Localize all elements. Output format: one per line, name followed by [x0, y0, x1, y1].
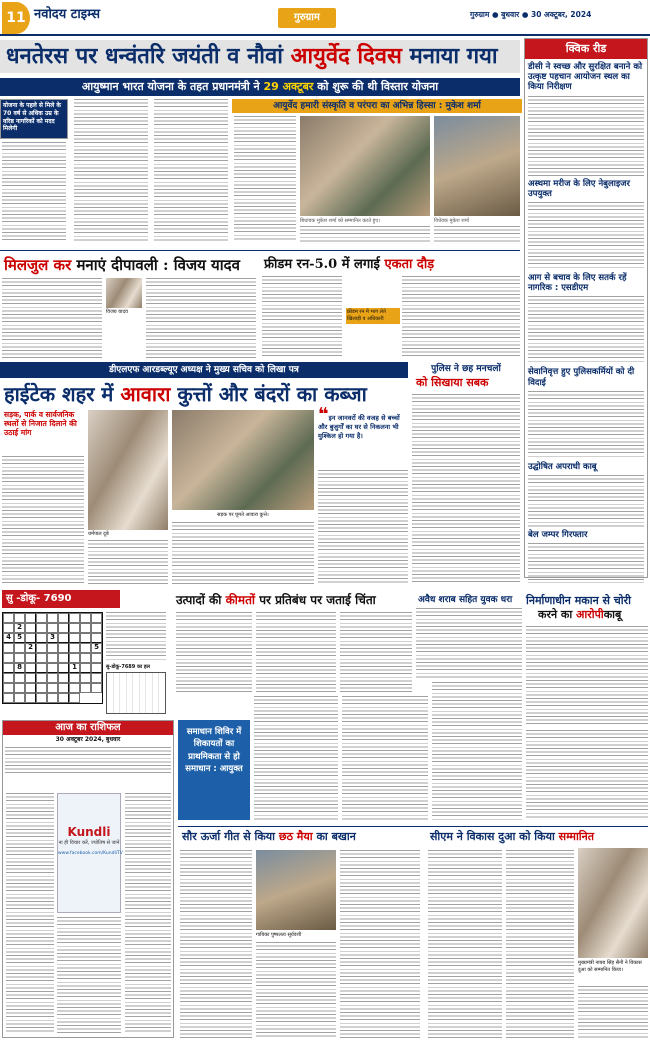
- dlf-body-3: [172, 522, 314, 584]
- quick-read-title: क्विक रीड: [525, 39, 647, 59]
- sudoku-cell[interactable]: [3, 683, 14, 693]
- sudoku-cell[interactable]: [3, 663, 14, 673]
- divider: [178, 826, 648, 827]
- freedom-body-2: [402, 276, 520, 358]
- horoscope-title: आज का राशिफल: [3, 721, 173, 735]
- sudoku-cell[interactable]: [80, 633, 91, 643]
- sudoku-cell[interactable]: [47, 693, 58, 703]
- horoscope-col-2: [57, 917, 121, 1033]
- dlf-kicker: डीएलएफ आरडब्ल्यूए अध्यक्ष ने मुख्य सचिव को लिखा पत्र: [0, 362, 408, 378]
- diwali-photo: [106, 278, 142, 308]
- section-badge: गुरुग्राम: [278, 8, 336, 28]
- theft-headline-1: निर्माणाधीन मकान से चोरी: [526, 594, 631, 607]
- lead-body-col6: [434, 226, 520, 244]
- samadhan-body-3: [432, 682, 522, 820]
- divider: [0, 250, 520, 251]
- solar-body-1: [180, 850, 252, 1038]
- diwali-headline: मिलजुल कर मनाएं दीपावली : विजय यादव: [4, 256, 240, 274]
- sudoku-cell[interactable]: [80, 613, 91, 623]
- sudoku-cell[interactable]: [3, 673, 14, 683]
- sudoku-cell[interactable]: [91, 613, 102, 623]
- sudoku-cell[interactable]: [91, 663, 102, 673]
- sudoku-cell[interactable]: [3, 643, 14, 653]
- sudoku-cell[interactable]: [36, 633, 47, 643]
- kundli-brand: Kundli: [67, 825, 111, 839]
- sudoku-cell[interactable]: [91, 683, 102, 693]
- diwali-caption: विजय यादव: [106, 309, 128, 315]
- kundli-web: www.facebook.com/KundliTV: [58, 850, 123, 856]
- lead-body-col3: [154, 99, 228, 242]
- sudoku-cell[interactable]: [69, 683, 80, 693]
- solar-headline: सौर ऊर्जा गीत से किया छठ मैया का बखान: [182, 830, 356, 843]
- sudoku-cell[interactable]: [14, 673, 25, 683]
- sudoku-cell[interactable]: 5: [14, 633, 25, 643]
- sudoku-cell[interactable]: [3, 613, 14, 623]
- dlf-body-4: [318, 470, 408, 584]
- sudoku-cell[interactable]: [58, 633, 69, 643]
- sudoku-grid[interactable]: [2, 612, 103, 704]
- quick-read: [524, 38, 648, 578]
- solar-caption: गायिका पुष्पलता सूर्यवंशी: [256, 932, 302, 938]
- sudoku-cell[interactable]: [25, 633, 36, 643]
- freedom-headline: फ्रीडम रन-5.0 में लगाई एकता दौड़: [264, 257, 435, 272]
- quick-read-body: [528, 475, 644, 527]
- police-kicker: पुलिस ने छह मनचलों: [431, 364, 501, 374]
- sudoku-cell[interactable]: 2: [25, 643, 36, 653]
- freedom-body-1: [262, 276, 342, 358]
- quick-read-body: [528, 543, 644, 583]
- dlf-quote: ❝इन जानवरों की वजह से बच्चों और बुजुर्गों का घर से निकलना भी मुश्किल हो गया है।: [318, 404, 400, 440]
- sudoku-cell[interactable]: [58, 643, 69, 653]
- sudoku-cell[interactable]: [47, 643, 58, 653]
- sudoku-cell[interactable]: [36, 613, 47, 623]
- sudoku-cell[interactable]: [47, 673, 58, 683]
- sudoku-cell[interactable]: [80, 683, 91, 693]
- dlf-caption-2: सड़क पर घूमते आवारा कुत्ते।: [217, 512, 269, 518]
- quick-read-body: [528, 296, 644, 364]
- solar-photo: [256, 850, 336, 930]
- sudoku-cell[interactable]: 5: [91, 643, 102, 653]
- quick-read-body: [528, 96, 644, 176]
- freedom-label: फ्रीडम रन में भाग लेते खिलाड़ी व अधिकारी: [346, 308, 400, 324]
- sudoku-cell[interactable]: [80, 663, 91, 673]
- quick-read-body: [528, 391, 644, 459]
- sudoku-cell[interactable]: [58, 683, 69, 693]
- sudoku-cell[interactable]: [69, 673, 80, 683]
- sudoku-cell[interactable]: [69, 613, 80, 623]
- sudoku-cell[interactable]: [69, 643, 80, 653]
- lead-photo-2: [434, 116, 520, 216]
- sudoku-cell[interactable]: [36, 623, 47, 633]
- dlf-headline: हाईटेक शहर में आवारा कुत्तों और बंदरों का कब्जा: [4, 382, 367, 406]
- dlf-photo-dogs: [172, 410, 314, 510]
- sudoku-cell[interactable]: [91, 633, 102, 643]
- sudoku-cell[interactable]: [36, 673, 47, 683]
- lead-headline: धनतेरस पर धन्वंतरि जयंती व नौवां आयुर्वेद दिवस मनाया गया: [0, 40, 520, 73]
- sudoku-cell[interactable]: [69, 653, 80, 663]
- sudoku-cell[interactable]: [58, 623, 69, 633]
- sudoku-cell[interactable]: 4: [3, 633, 14, 643]
- sudoku-cell[interactable]: 1: [69, 663, 80, 673]
- quick-read-headline: डीसी ने स्वच्छ और सुरक्षित बनाने को उत्कृष्ट पहचान आयोजन स्थल का किया निरीक्षण: [528, 62, 643, 93]
- diwali-body-1: [2, 278, 102, 358]
- sudoku-title: सु -डोकू- 7690: [2, 590, 120, 608]
- sudoku-cell[interactable]: [47, 613, 58, 623]
- dateline: गुरुग्राम ● बुधवार ● 30 अक्टूबर, 2024: [470, 10, 592, 19]
- samadhan-body-4: [526, 730, 648, 820]
- sudoku-cell[interactable]: [58, 663, 69, 673]
- sudoku-cell[interactable]: [3, 653, 14, 663]
- sudoku-cell[interactable]: [91, 653, 102, 663]
- sudoku-cell[interactable]: 8: [14, 663, 25, 673]
- sudoku-cell[interactable]: [80, 643, 91, 653]
- lead-photo-caption: बिधायक मुकेश शर्मा को सम्मानित करते हुए।: [300, 218, 380, 224]
- sudoku-cell[interactable]: [36, 683, 47, 693]
- solar-body-3: [340, 850, 420, 1038]
- lead-body-col4: [234, 116, 296, 242]
- onion-body-1: [176, 612, 252, 692]
- masthead-rule: [0, 34, 650, 36]
- sudoku-cell[interactable]: [25, 673, 36, 683]
- sudoku-solution-grid: [106, 672, 166, 714]
- sudoku-cell[interactable]: [14, 683, 25, 693]
- sudoku-cell[interactable]: [80, 653, 91, 663]
- quick-read-headline: अस्थमा मरीज के लिए नेबुलाइजर उपयुक्त: [528, 178, 630, 199]
- sudoku-cell[interactable]: [47, 653, 58, 663]
- sudoku-cell[interactable]: [80, 623, 91, 633]
- dlf-side-heading: सड़क, पार्क व सार्वजनिक स्थलों से निजात दिलाने की उठाई मांग: [4, 410, 77, 437]
- sudoku-cell[interactable]: [36, 693, 47, 703]
- masthead: [0, 0, 650, 38]
- sudoku-cell[interactable]: [36, 663, 47, 673]
- lead-kicker: योजना के पहले से मिले के 70 वर्ष से अधिक उम्र के वरिष्ठ नागरिकों को मदद मिलेगी: [0, 99, 68, 139]
- horoscope-col-3: [125, 793, 171, 1033]
- sudoku-cell[interactable]: [91, 623, 102, 633]
- sudoku-solution-label: सु-डोकू-7689 का हल: [106, 664, 150, 670]
- diwali-body-2: [146, 278, 256, 358]
- sudoku-cell[interactable]: [36, 643, 47, 653]
- onion-body-3: [340, 612, 412, 692]
- lead-subhead: आयुष्मान भारत योजना के तहत प्रधानमंत्री ने 29 अक्टूबर को शुरू की थी विस्तार योजना: [0, 78, 520, 96]
- samadhan-body-1: [254, 696, 338, 820]
- dlf-body-2: [88, 540, 168, 584]
- sudoku-cell[interactable]: [69, 623, 80, 633]
- cm-headline: सीएम ने विकास दुआ को किया सम्मानित: [430, 830, 595, 843]
- quick-read-headline: आग से बचाव के लिए सतर्क रहें नागरिक : एसडीएम: [528, 272, 627, 294]
- liquor-body: [416, 608, 522, 678]
- onion-headline: उत्पादों की कीमतों पर प्रतिबंध पर जताई चिंता: [176, 593, 376, 607]
- sudoku-cell[interactable]: [3, 623, 14, 633]
- quick-read-body: [528, 202, 644, 270]
- sudoku-cell[interactable]: 3: [47, 633, 58, 643]
- theft-headline-2: करने का आरोपीकाबू: [538, 608, 622, 621]
- sudoku-cell[interactable]: [47, 683, 58, 693]
- dlf-body-1: [2, 456, 84, 584]
- theft-body: [526, 626, 648, 726]
- sudoku-cell[interactable]: [91, 673, 102, 683]
- sudoku-cell[interactable]: [80, 673, 91, 683]
- paper-name: नवोदय टाइम्स: [34, 7, 101, 22]
- horoscope-date: 30 अक्टूबर 2024, बुधवार: [55, 736, 121, 743]
- sudoku-cell[interactable]: [58, 693, 69, 703]
- samadhan-box: समाधान शिविर में शिकायतों का प्राथमिकता से हो समाधान : आयुक्त: [178, 720, 250, 820]
- sudoku-rules: [106, 612, 166, 662]
- kundli-tagline: ना ही विचार करें, ज्योतिष से जानें: [58, 840, 120, 847]
- sudoku-cell[interactable]: [25, 663, 36, 673]
- lead-body-col5: [300, 226, 430, 244]
- horoscope-col-1: [6, 793, 54, 1033]
- dlf-photo-person: [88, 410, 168, 530]
- cm-body-2: [506, 850, 574, 1038]
- sudoku-cell[interactable]: [58, 613, 69, 623]
- sudoku-cell[interactable]: [58, 653, 69, 663]
- sudoku-cell[interactable]: [47, 623, 58, 633]
- sudoku-cell[interactable]: [14, 613, 25, 623]
- sudoku-cell[interactable]: [36, 653, 47, 663]
- lead-photo: [300, 116, 430, 216]
- police-body: [412, 394, 520, 584]
- page-number: 11: [2, 2, 30, 34]
- samadhan-body-2: [342, 696, 428, 820]
- quick-read-headline: सेवानिवृत्त हुए पुलिसकर्मियों को दी विदाई: [528, 367, 635, 388]
- kundli-ad: [57, 793, 121, 913]
- horoscope: [2, 720, 174, 1038]
- horoscope-intro: [5, 747, 171, 773]
- cm-body-3: [578, 986, 648, 1038]
- quick-read-headline: बेल जम्पर गिरफ्तार: [528, 529, 588, 540]
- sudoku-cell[interactable]: [47, 663, 58, 673]
- sudoku-cell[interactable]: [25, 623, 36, 633]
- cm-photo: [578, 848, 648, 958]
- sudoku-cell[interactable]: [3, 693, 14, 703]
- sudoku-cell[interactable]: [69, 633, 80, 643]
- quote-icon: ❝: [318, 404, 329, 425]
- sudoku-cell[interactable]: [14, 693, 25, 703]
- lead-orange-bar: आयुर्वेद हमारी संस्कृति व परंपरा का अभिन्न हिस्सा : मुकेश शर्मा: [232, 99, 522, 113]
- sudoku-cell[interactable]: 2: [14, 623, 25, 633]
- sudoku-cell[interactable]: [25, 653, 36, 663]
- lead-photo-caption-2: विधेयक मुकेश शर्मा: [434, 218, 469, 224]
- sudoku-cell[interactable]: [58, 673, 69, 683]
- sudoku-cell[interactable]: [14, 653, 25, 663]
- solar-body-2: [256, 942, 336, 1038]
- sudoku-cell[interactable]: [69, 693, 80, 703]
- sudoku-cell[interactable]: [25, 613, 36, 623]
- lead-body-col1: [2, 142, 66, 242]
- quick-read-headline: उद्घोषित अपराधी काबू: [528, 461, 597, 472]
- cm-body-1: [428, 850, 502, 1038]
- cm-caption: मुख्यमंत्री नायब सिंह सैनी ने विकास दुआ को सम्मानित किया।: [578, 960, 642, 973]
- sudoku-cell[interactable]: [14, 643, 25, 653]
- onion-body-2: [256, 612, 336, 692]
- sudoku-cell[interactable]: [25, 683, 36, 693]
- police-headline: को सिखाया सबक: [416, 376, 489, 389]
- dlf-caption-1: धर्मपाल दूबे: [88, 531, 109, 537]
- liquor-headline: अवैध शराब सहित युवक धरा: [418, 595, 513, 605]
- lead-body-col2: [74, 99, 148, 242]
- sudoku-cell[interactable]: [25, 693, 36, 703]
